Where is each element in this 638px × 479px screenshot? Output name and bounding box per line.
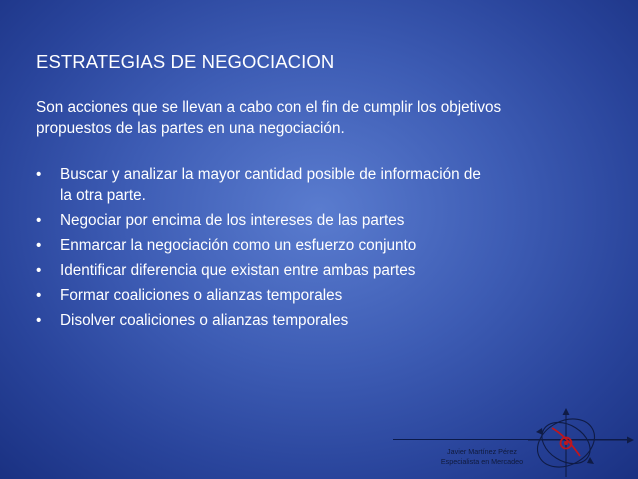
- bullet-item: [36, 260, 626, 281]
- compass-arrows-logo-icon: [528, 406, 634, 479]
- bullet-icon: •: [36, 237, 42, 254]
- bullet-icon: •: [36, 312, 42, 329]
- author-signature: [421, 447, 543, 467]
- bullet-icon: •: [36, 166, 42, 183]
- bullet-icon: •: [36, 262, 42, 279]
- bullet-item: [36, 310, 626, 331]
- bullet-list: [36, 164, 626, 335]
- intro-line: Son acciones que se llevan a cabo con el fin de cumplir los objetivos: [36, 99, 502, 116]
- intro-paragraph: [36, 97, 616, 139]
- bullet-text: Disolver coaliciones o alianzas temporales: [60, 312, 349, 329]
- bullet-item: [36, 235, 626, 256]
- bullet-text: Enmarcar la negociación como un esfuerzo conjunto: [60, 237, 417, 254]
- bullet-text: Negociar por encima de los intereses de las partes: [60, 212, 405, 229]
- bullet-text: Buscar y analizar la mayor cantidad posible de información de: [60, 166, 481, 183]
- author-role: Especialista en Mercadeo: [440, 457, 524, 466]
- intro-line: propuestos de las partes en una negociación.: [36, 120, 345, 137]
- bullet-text: Identificar diferencia que existan entre ambas partes: [60, 262, 416, 279]
- bullet-text: Formar coaliciones o alianzas temporales: [60, 287, 343, 304]
- bullet-item: [36, 210, 626, 231]
- bullet-text: la otra parte.: [60, 187, 146, 204]
- bullet-icon: •: [36, 287, 42, 304]
- slide-title: ESTRATEGIAS DE NEGOCIACION: [36, 51, 335, 72]
- bullet-item: [36, 285, 626, 306]
- author-name: Javier Martínez Pérez: [447, 447, 517, 456]
- bullet-item: [36, 164, 626, 206]
- bullet-icon: •: [36, 212, 42, 229]
